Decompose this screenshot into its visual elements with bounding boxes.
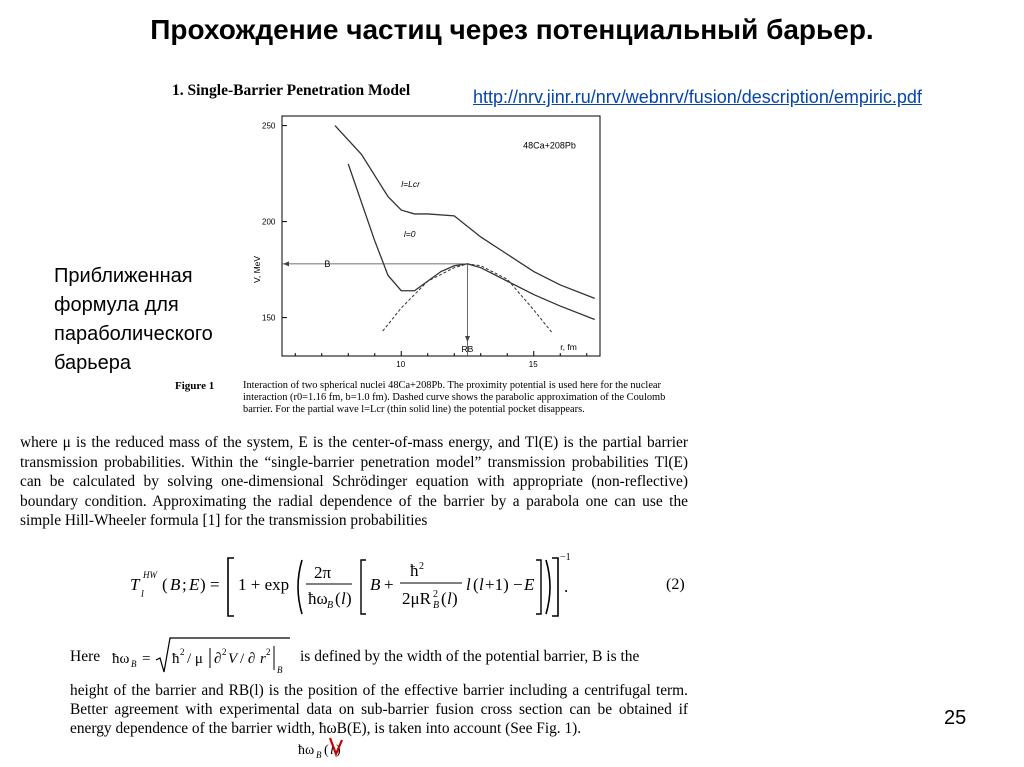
svg-text:V: V	[228, 651, 238, 667]
svg-text:T: T	[130, 575, 140, 594]
svg-text:l: l	[466, 575, 471, 594]
svg-text:B: B	[277, 665, 283, 675]
svg-text:B: B	[327, 600, 334, 611]
svg-text:HW: HW	[143, 570, 157, 580]
svg-text:2: 2	[433, 589, 438, 600]
annotation-l0: l=0	[403, 228, 416, 239]
plot-frame	[282, 116, 600, 356]
svg-text:(: (	[324, 743, 329, 758]
svg-text:/ ∂: / ∂	[240, 651, 256, 667]
y-tick-label: 200	[262, 217, 276, 227]
side-caption-line: барьера	[54, 352, 132, 374]
svg-text:l: l	[341, 589, 346, 608]
annotation-l-lcr: l=Lcr	[401, 179, 420, 190]
svg-text:B: B	[316, 750, 322, 760]
svg-text:.: .	[564, 577, 569, 596]
svg-text:B: B	[433, 600, 440, 611]
svg-text:): )	[200, 575, 206, 594]
svg-text:1 + exp: 1 + exp	[238, 575, 290, 594]
potential-chart	[238, 100, 618, 380]
figure-label: Figure 1	[175, 380, 215, 392]
svg-text:2: 2	[419, 561, 424, 572]
svg-text:ħω: ħω	[112, 651, 130, 667]
body-paragraph: where μ is the reduced mass of the system, E is the center-of-mass energy, and Tl(E) is the partial barrier transmission probabilities. Within the “single-barrier penetration model” transmission probabilities Tl(E) can be calculated by solving one-dimensional Schrödinger equation with appropriate (non-reflective) boundary condition. Approximating the radial dependence of the barrier by a parabola one can use the simple Hill-Wheeler formula [1] for the transmission probabilities	[20, 434, 688, 529]
svg-text:+1) −: +1) −	[485, 575, 523, 594]
svg-text:2π: 2π	[314, 563, 332, 582]
svg-text:ħ: ħ	[410, 561, 419, 580]
svg-text:E: E	[524, 575, 535, 594]
svg-text:E: E	[189, 575, 200, 594]
equation-number: (2)	[666, 576, 685, 593]
svg-text:=: =	[210, 575, 220, 594]
hill-wheeler-formula	[128, 548, 588, 620]
y-tick-label: 150	[262, 313, 276, 323]
series-line	[348, 164, 594, 320]
svg-text:/ μ: / μ	[187, 651, 203, 667]
x-tick-label: 10	[396, 360, 406, 369]
svg-text:B: B	[170, 575, 181, 594]
annotation-rb: RB	[461, 344, 474, 354]
svg-text:2μR: 2μR	[402, 589, 431, 608]
arrow-icon	[283, 261, 289, 266]
svg-text:ħω: ħω	[308, 589, 328, 608]
svg-text:): )	[346, 589, 352, 608]
series-line	[335, 126, 595, 299]
svg-text:=: =	[142, 651, 151, 667]
svg-text:2: 2	[180, 647, 185, 657]
side-caption-line: формула для	[54, 294, 179, 316]
svg-text:2: 2	[266, 647, 271, 657]
svg-text:): )	[336, 743, 341, 758]
svg-text:(: (	[473, 575, 479, 594]
svg-text:): )	[452, 589, 458, 608]
svg-text:B: B	[131, 659, 137, 669]
svg-text:l: l	[330, 743, 334, 758]
annotation-b: B	[324, 258, 331, 269]
arrow-icon	[465, 336, 470, 342]
svg-text:l: l	[141, 589, 144, 600]
svg-text:2: 2	[222, 647, 227, 657]
svg-text:r: r	[260, 651, 266, 667]
here-label: Here	[70, 648, 101, 665]
y-tick-label: 250	[262, 121, 276, 131]
source-link[interactable]: http://nrv.jinr.ru/nrv/webnrv/fusion/description/empiric.pdf	[473, 87, 922, 107]
svg-text:l: l	[447, 589, 452, 608]
svg-text:ħω: ħω	[298, 743, 315, 758]
y-axis-label: V, MeV	[252, 255, 262, 284]
svg-text:∂: ∂	[214, 651, 222, 667]
side-caption-line: параболического	[54, 323, 213, 345]
svg-text:(: (	[162, 575, 168, 594]
here-rest: is defined by the width of the potential barrier, B is the	[300, 648, 640, 665]
x-tick-label: 15	[528, 360, 538, 369]
svg-text:(: (	[441, 589, 447, 608]
svg-text:ħ: ħ	[172, 651, 180, 667]
svg-text:l: l	[479, 575, 484, 594]
x-axis-label: r, fm	[560, 342, 577, 352]
height-paragraph: height of the barrier and RB(l) is the position of the effective barrier including a centrifugal term. Better agreement with experimental data on sub-barrier fusion cross section can be obtained if energy dependence of the barrier width, ħωB(E), is taken into account (See Fig. 1).	[70, 682, 688, 737]
page-number: 25	[944, 707, 967, 729]
side-caption	[54, 262, 213, 378]
side-caption-line: Приближенная	[54, 265, 193, 287]
svg-text:B: B	[370, 575, 381, 594]
svg-text:−1: −1	[560, 552, 571, 563]
chart-title: 48Ca+208Pb	[523, 140, 576, 151]
hbar-omega-l-symbol	[296, 736, 366, 766]
svg-text:+: +	[384, 575, 394, 594]
figure-caption: Interaction of two spherical nuclei 48Ca+208Pb. The proximity potential is used here for the nuclear interaction (r0=1.16 fm, b=1.0 fm). Dashed curve shows the parabolic approximation of the Coulomb barrier. For the partial wave l=Lcr (thin solid line) the potential pocket disappears.	[243, 380, 666, 415]
slide-title: Прохождение частиц через потенциальный барьер.	[150, 14, 874, 45]
paper-heading: 1. Single-Barrier Penetration Model	[172, 82, 411, 99]
svg-text:(: (	[335, 589, 341, 608]
svg-text:;: ;	[182, 575, 187, 594]
